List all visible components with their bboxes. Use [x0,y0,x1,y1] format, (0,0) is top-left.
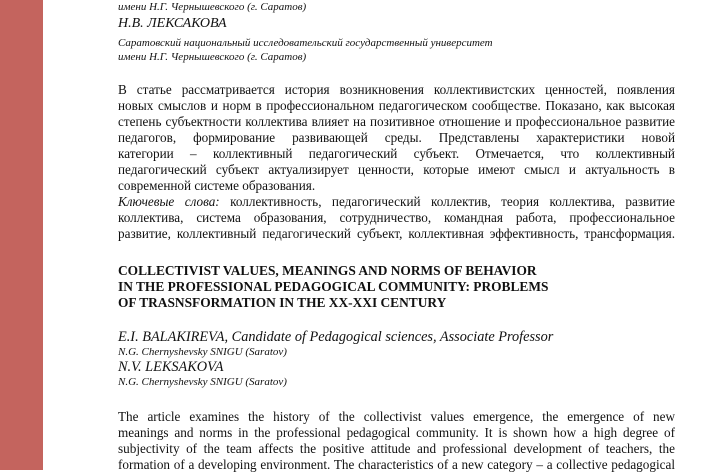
en-author-name: N.V. LEKSAKOVA [118,359,224,375]
ru-abstract-line: новых смыслов и норм в профессиональном педагогическом сообществе. Показано, как высокая [118,98,675,113]
document-page [118,0,675,473]
ru-author-affiliation: Саратовский национальный исследовательский государственный университет [118,37,493,49]
en-title-line: IN THE PROFESSIONAL PEDAGOGICAL COMMUNITY: PROBLEMS [118,279,549,294]
en-abstract-line: meanings and norms in the professional pedagogical community. It is shown how a high degree of [118,425,675,440]
ru-abstract-line: современной системе образования. [118,178,316,193]
ru-abstract-line: категории – коллективный педагогический субъект. Отмечается, что коллективный [118,146,675,161]
ru-author-name: Н.В. ЛЕКСАКОВА [118,16,227,31]
en-author-name: E.I. BALAKIREVA, Candidate of Pedagogical sciences, Associate Professor [118,329,554,345]
en-title-line: COLLECTIVIST VALUES, MEANINGS AND NORMS OF BEHAVIOR [118,263,537,278]
ru-abstract-line: педагогов, формирование развивающей среды. Представлены характеристики новой [118,130,675,145]
en-title-line: OF TRASNSFORMATION IN THE XX-XXI CENTURY [118,295,447,310]
ru-keywords-line: коллектива, система образования, сотрудничество, командная работа, профессиональное [118,210,675,225]
ru-aff-cut: имени Н.Г. Чернышевского (г. Саратов) [118,1,307,13]
ru-keywords-line: развитие, коллективный педагогический субъект, коллективная эффективность, трансформация. [118,226,675,241]
left-color-bar [0,0,43,470]
en-abstract-line: The article examines the history of the collectivist values emergence, the emergence of new [118,409,675,424]
ru-abstract-line: В статье рассматривается история возникновения коллективистских ценностей, появления [118,82,675,97]
en-author-affiliation: N.G. Chernyshevsky SNIGU (Saratov) [118,346,287,358]
ru-abstract [118,82,675,242]
ru-abstract-line: степень субъектности коллектива влияет на позитивное отношение и профессиональное развитие [118,114,675,129]
en-abstract-line: formation of a developing environment. The characteristics of a new category – a collective pedagogical [118,457,675,472]
en-abstract-line: subjectivity of the team affects the positive attitude and professional development of teachers, the [118,441,675,456]
ru-abstract-line: педагогический субъект актуализирует ценности, которые имеют смысл и актуальность в [118,162,675,177]
ru-author-affiliation-2: имени Н.Г. Чернышевского (г. Саратов) [118,51,307,63]
ru-keywords-text: коллективность, педагогический коллектив, теория коллектива, развитие [219,194,675,209]
ru-keywords-label: Ключевые слова: [118,194,220,209]
en-author-affiliation: N.G. Chernyshevsky SNIGU (Saratov) [118,376,287,388]
ru-keywords-line [118,194,675,210]
en-abstract [118,409,675,473]
